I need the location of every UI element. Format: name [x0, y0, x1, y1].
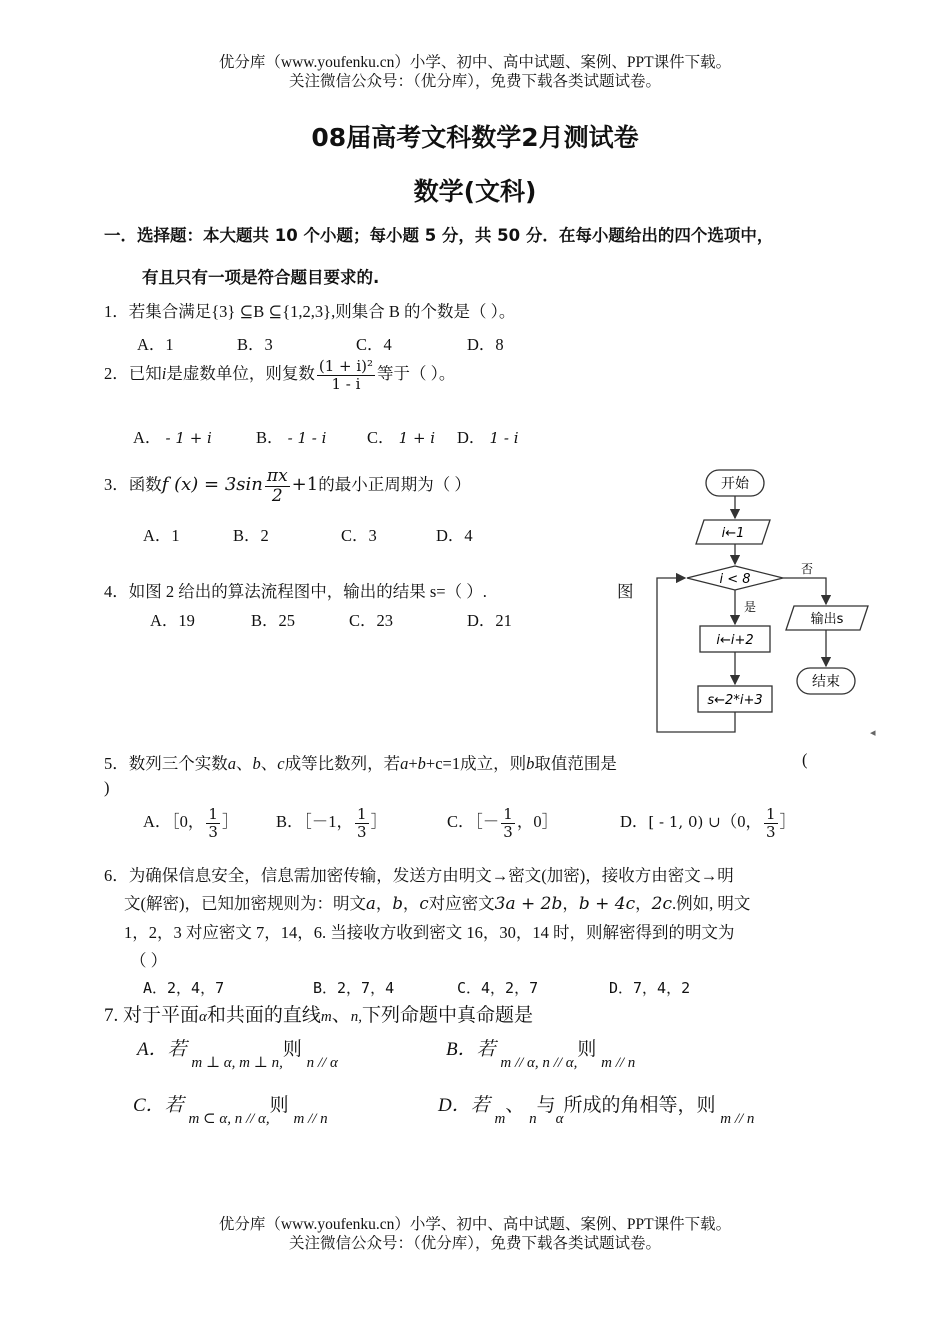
q2-stem-mid: 是虚数单位，则复数: [166, 363, 315, 383]
q7-var-n: n,: [350, 1009, 363, 1025]
q5-option-d-post: ］: [779, 811, 796, 831]
q5-option-d-fraction: [764, 806, 778, 840]
flowchart: [640, 460, 880, 750]
q7-option-b-label: B．若: [446, 1039, 496, 1060]
q1-option-c: C．4: [356, 335, 392, 354]
q6-line-2-mid: 对应密文: [428, 894, 495, 913]
q3-option-c: C．3: [341, 526, 377, 545]
q3-func: f (x) = 3sin: [161, 473, 263, 495]
q7-option-c-label: C．若: [133, 1095, 184, 1116]
q7-option-c-cond: m ⊂ α, n // α,: [188, 1111, 270, 1127]
q5-var-a: a: [227, 754, 236, 773]
q5-option-c-pre: C．［－: [447, 811, 500, 831]
q7-stem: [104, 1000, 533, 1027]
q7-option-a-then: 则: [282, 1039, 302, 1060]
q5-option-c-den: 3: [503, 822, 513, 841]
section-heading-line-2: 有且只有一项是符合题目要求的.: [142, 268, 380, 287]
q6-var-a: a: [366, 894, 376, 913]
q6-option-b: B．2，7，4: [313, 979, 395, 997]
q7-option-d-label: D．若: [438, 1095, 490, 1116]
q7-sep: 、: [331, 1005, 351, 1026]
q2-option-d-value: 1 - i: [489, 429, 519, 447]
q7-option-d-result: m // n: [720, 1111, 755, 1127]
q5-sep-2: 、: [260, 754, 278, 773]
q3-option-d: D．4: [436, 526, 473, 545]
q7-option-a-cond: m ⊥ α, m ⊥ n,: [191, 1055, 283, 1071]
q7-option-d-m: m: [494, 1111, 506, 1127]
flowchart-marker: ◂: [870, 726, 876, 739]
q1-option-a: A．1: [137, 335, 174, 354]
q2-stem-post: 等于（ ）。: [377, 363, 456, 383]
q1-stem: 1．若集合满足{3} ⊆B ⊆{1,2,3},则集合 B 的个数是（ ）。: [104, 302, 516, 321]
q5-var-b: b: [252, 754, 261, 773]
q1-option-d: D．8: [467, 335, 504, 354]
q5-option-d-mid: （0，: [720, 811, 762, 831]
q3-option-b: B．2: [233, 526, 269, 545]
q6-line-3: 1，2，3 对应密文 7，14，6. 当接收方收到密文 16，30，14 时，则解密得到的明文为: [124, 923, 735, 942]
q6-option-c: C．4，2，7: [457, 979, 539, 997]
q2-option-c-value: 1 + i: [398, 429, 436, 447]
q5-option-d-den: 3: [765, 822, 776, 841]
q5-option-b-num: 1: [357, 805, 367, 823]
q2-stem: [104, 358, 455, 392]
q2-fraction: [317, 358, 375, 392]
q6-var-b: b: [392, 894, 403, 913]
q7-stem-pre: 7. 对于平面: [104, 1005, 200, 1026]
q5-option-b-fraction: [355, 806, 369, 840]
q7-stem-post: 下列命题中真命题是: [362, 1005, 534, 1026]
q7-option-d-n: n: [529, 1111, 537, 1127]
q5-paren-open: (: [802, 750, 808, 769]
q5-eq-b: b: [417, 754, 426, 773]
q3-stem-post: 的最小正周期为（ ）: [318, 474, 471, 494]
q6-line-1: 6．为确保信息安全，信息需加密传输，发送方由明文→密文(加密)，接收方由密文→明: [104, 866, 734, 885]
q6-line-2-pre: 文(解密)，已知加密规则为：明文: [124, 894, 366, 913]
q5-stem-mid: 成等比数列，若: [284, 754, 401, 773]
q5-option-b-den: 3: [357, 822, 367, 841]
flowchart-yes-label: 是: [744, 600, 757, 614]
q2-option-c: [367, 424, 435, 448]
footer-line-2: 关注微信公众号：（优分库），免费下载各类试题试卷。: [288, 1235, 661, 1252]
flowchart-assign-text: s←2*i+3: [707, 693, 763, 708]
q5-option-a-fraction: [206, 806, 220, 840]
q7-option-a-result: n // α: [306, 1055, 338, 1071]
q2-stem-pre: 2．已知: [104, 363, 162, 383]
flowchart-no-label: 否: [800, 562, 814, 576]
q2-option-a-value: - 1 + i: [165, 429, 212, 447]
q5-eq-plus: +: [408, 754, 418, 773]
q6-comma-4: ，: [635, 894, 652, 913]
q5-option-a-pre: A．［0，: [143, 811, 205, 831]
q5-option-b: [276, 806, 387, 840]
q5-eq-rest: +c=1: [425, 754, 461, 773]
q7-stem-mid: 和共面的直线: [206, 1005, 321, 1026]
section-heading-line-1: 一．选择题：本大题共 10 个小题；每小题 5 分，共 50 分．在每小题给出的四个选项中，: [104, 226, 774, 245]
q6-option-a: A．2，4，7: [143, 979, 225, 997]
q7-option-d: [438, 1090, 755, 1127]
q5-option-c-post: ，0］: [516, 811, 559, 831]
q2-option-a: [133, 424, 212, 448]
q6-var-c: c: [419, 894, 429, 913]
q3-fraction: [265, 467, 290, 505]
q4-figure-label: 图: [617, 582, 634, 601]
page-subtitle: 数学(文科): [413, 177, 537, 206]
q6-line-4: （ ）: [130, 951, 168, 970]
q5-option-d-pre: D．: [620, 811, 649, 831]
q4-option-c: C．23: [349, 611, 394, 630]
q5-option-a-num: 1: [208, 805, 218, 823]
page-title: 08届高考文科数学2月测试卷: [311, 123, 639, 152]
header-line-2: 关注微信公众号：（优分库），免费下载各类试题试卷。: [288, 73, 661, 90]
q5-var-c: c: [277, 754, 285, 773]
flowchart-end-text: 结束: [812, 674, 840, 690]
q5-stem-post: 取值范围是: [534, 754, 617, 773]
q3-stem-pre: 3．函数: [104, 474, 162, 494]
q4-stem: 4．如图 2 给出的算法流程图中，输出的结果 s=（ ）.: [104, 582, 487, 601]
q5-sep-1: 、: [236, 754, 253, 773]
q7-option-c-result: m // n: [293, 1111, 328, 1127]
q3-fraction-num: πx: [266, 466, 288, 486]
q5-option-b-post: ］: [370, 811, 388, 831]
q6-line-2-post: .例如, 明文: [671, 894, 751, 913]
q6-option-d: D．7，4，2: [609, 979, 691, 997]
q5-var-b2: b: [526, 754, 535, 773]
q5-option-c: [447, 806, 558, 840]
q5-option-a-den: 3: [208, 822, 218, 841]
q5-stem-pre: 5．数列三个实数: [104, 754, 228, 773]
flowchart-output-text: 输出s: [810, 612, 844, 627]
q5-option-c-fraction: [501, 806, 515, 840]
q2-option-b-label: B．: [256, 428, 284, 447]
q5-eq-a: a: [400, 754, 409, 773]
q5-option-d: [620, 806, 796, 840]
q7-option-b-cond: m // α, n // α,: [500, 1055, 578, 1071]
q5-option-c-num: 1: [503, 805, 513, 823]
q6-expr-1: 3a + 2b: [494, 894, 563, 914]
q6-expr-2: b + 4c: [578, 894, 636, 914]
q2-option-d-label: D．: [457, 428, 486, 447]
q2-option-c-label: C．: [367, 428, 395, 447]
q5-option-b-pre: B．［－1，: [276, 811, 354, 831]
q4-option-a: A．19: [150, 611, 195, 630]
q7-option-c-then: 则: [269, 1095, 289, 1116]
q4-option-d: D．21: [467, 611, 512, 630]
q6-expr-3: 2c: [651, 894, 672, 914]
q7-option-b-then: 则: [577, 1039, 597, 1060]
q6-comma-1: ，: [375, 894, 393, 913]
flowchart-start-text: 开始: [721, 476, 749, 492]
q7-option-b-result: m // n: [601, 1055, 636, 1071]
q5-option-a-post: ］: [221, 811, 239, 831]
q3-option-a: A．1: [143, 526, 180, 545]
q2-imag-unit: i: [161, 363, 167, 383]
q7-option-d-sep: 、: [505, 1095, 525, 1116]
q6-line-2: [124, 890, 750, 914]
q7-var-m: m: [320, 1009, 332, 1025]
q3-fraction-den: 2: [271, 485, 283, 506]
q2-option-b-value: - 1 - i: [287, 429, 327, 447]
flowchart-step-text: i←i+2: [716, 633, 754, 648]
q6-comma-2: ，: [402, 894, 420, 913]
q2-option-d: [457, 424, 519, 448]
q5-stem-mid2: 成立，则: [460, 754, 527, 773]
q5-stem: [104, 750, 617, 774]
q4-option-b: B．25: [251, 611, 296, 630]
q3-stem: [104, 467, 471, 505]
q5-option-a: [143, 806, 238, 840]
q7-option-d-mid: 所成的角相等，则: [563, 1095, 716, 1116]
q2-option-a-label: A．: [133, 428, 162, 447]
q7-option-d-with: 与: [536, 1095, 556, 1116]
q5-paren-close: ): [104, 778, 110, 797]
flowchart-condition-text: i < 8: [719, 572, 751, 587]
q3-tail: +1: [291, 473, 319, 495]
q7-option-d-alpha: α: [555, 1111, 564, 1127]
q7-alpha: α: [199, 1009, 207, 1025]
q5-option-d-num: 1: [765, 805, 776, 823]
q5-option-d-interval: [ - 1, 0) ∪: [648, 812, 721, 831]
header-line-1: 优分库（www.youfenku.cn）小学、初中、高中试题、案例、PPT课件下载。: [218, 54, 732, 71]
q6-comma-3: ，: [562, 894, 579, 913]
q2-option-b: [256, 424, 326, 448]
footer-line-1: 优分库（www.youfenku.cn）小学、初中、高中试题、案例、PPT课件下载。: [218, 1216, 732, 1233]
q1-option-b: B．3: [237, 335, 273, 354]
q2-fraction-num: (1 + i)²: [318, 357, 374, 375]
q2-fraction-den: 1 - i: [331, 374, 361, 393]
flowchart-init-text: i←1: [721, 526, 745, 541]
q7-option-a-label: A．若: [137, 1039, 187, 1060]
